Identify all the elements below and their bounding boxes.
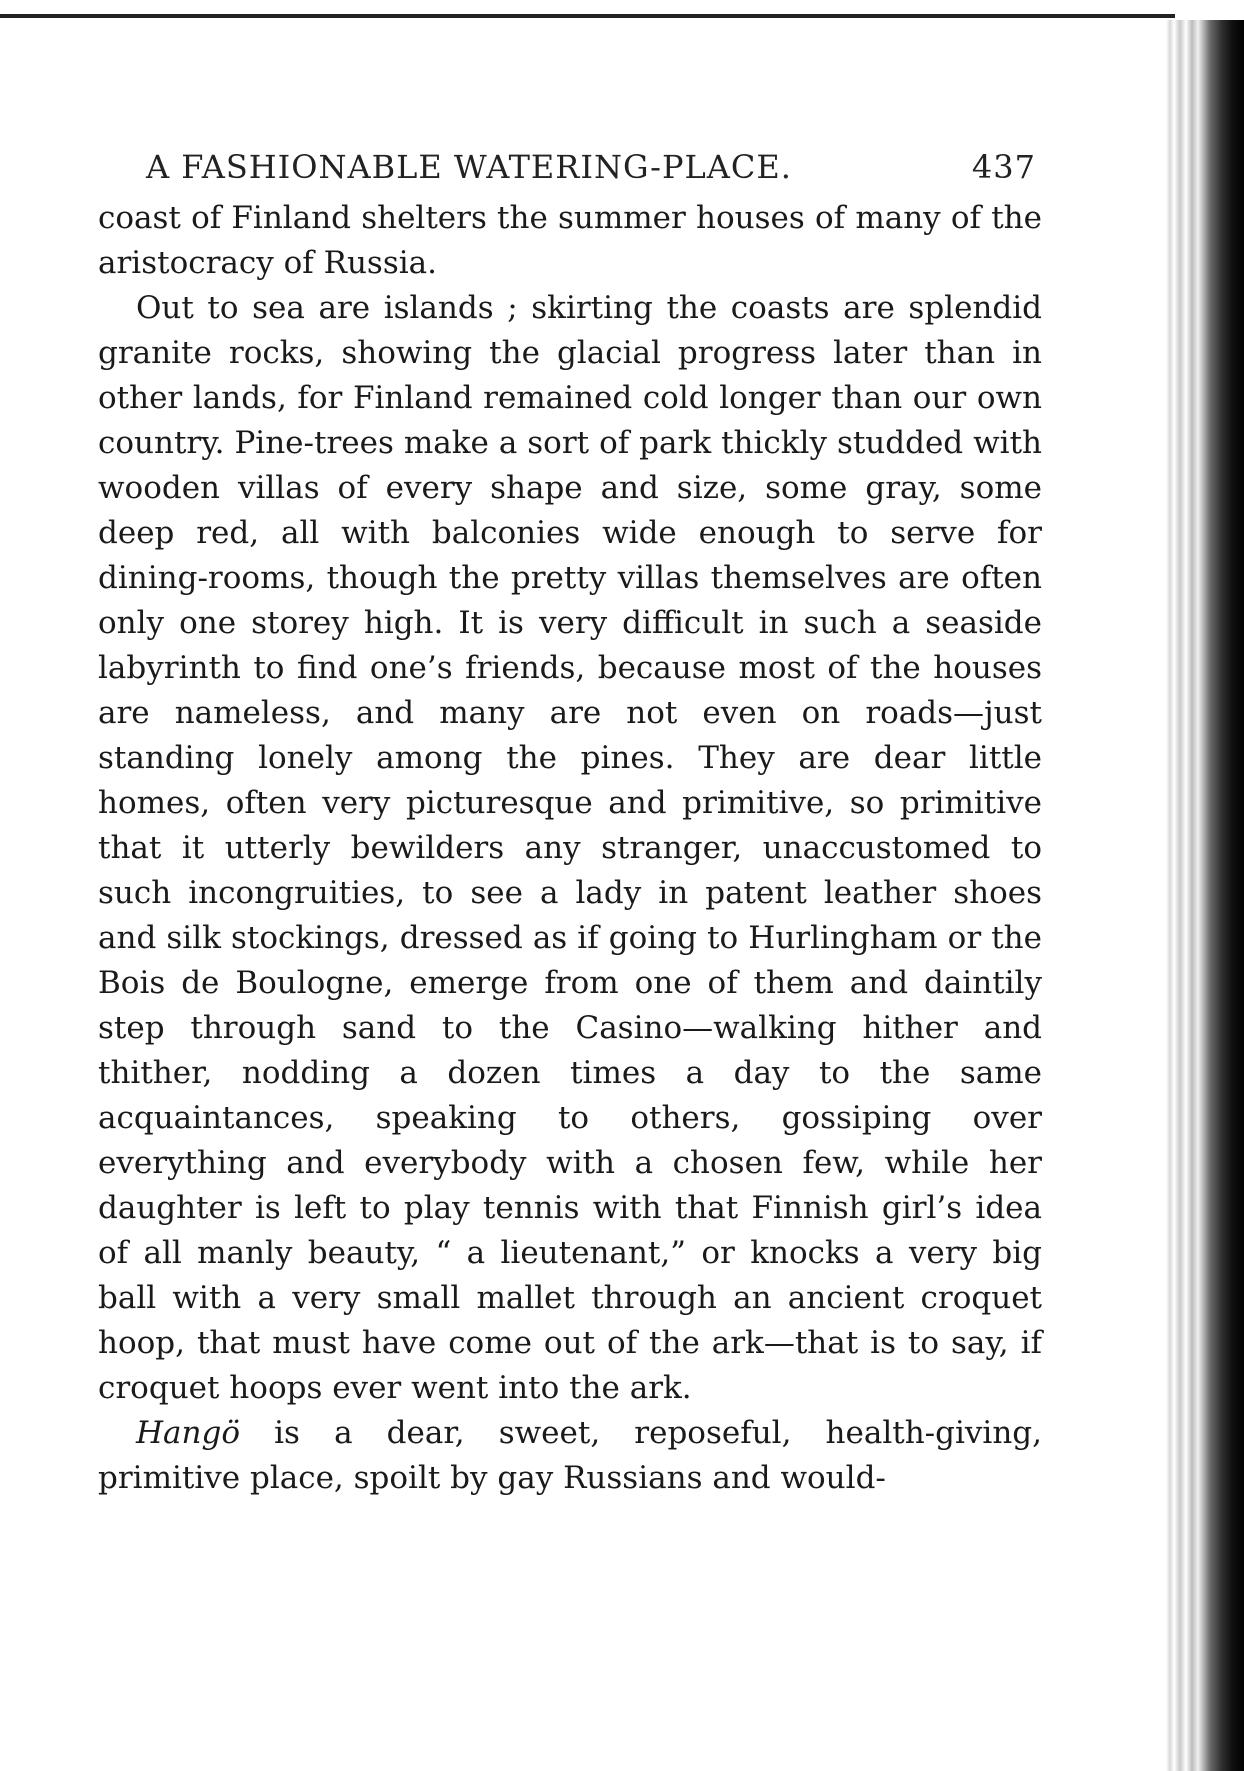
paragraph-continued (98, 196, 1042, 286)
paragraph-islands (98, 286, 1042, 1411)
top-rule (0, 14, 1175, 18)
running-head-title: A FASHIONABLE WATERING-PLACE. (146, 148, 792, 186)
paragraph-text: coast of Finland shelters the summer houses of many of the aristocracy of Russia. (98, 200, 1042, 281)
paragraph-lead-word: Hangö (136, 1415, 240, 1451)
paragraph-text: is a dear, sweet, reposeful, health-giving, primitive place, spoilt by gay Russians and would- (98, 1415, 1042, 1496)
paragraph-text: Out to sea are islands ; skirting the coasts are splendid granite rocks, showing the glacial progress later than in other lands, for Finland remained cold longer than our own country. Pine-trees make a sort of park thickly studded with wooden villas of every shape and size, some gray, some deep red, all with balconies wide enough to serve for dining-rooms, though the pretty villas themselves are often only one storey high. It is very difficult in such a seaside labyrinth to find one’s friends, because most of the houses are nameless, and many are not even on roads—just standing lonely among the pines. They are dear little homes, often very picturesque and primitive, so primitive that it utterly bewilders any stranger, unaccustomed to such incongruities, to see a lady in patent leather shoes and silk stockings, dressed as if going to Hurlingham or the Bois de Boulogne, emerge from one of them and daintily step through sand to the Casino—walking hither and thither, nodding a dozen times a day to the same acquaintances, speaking to others, gossiping over everything and everybody with a chosen few, while her daughter is left to play tennis with that Finnish girl’s idea of all manly beauty, “ a lieutenant,” or knocks a very big ball with a very small mallet through an ancient croquet hoop, that must have come out of the ark—that is to say, if croquet hoops ever went into the ark. (98, 290, 1042, 1406)
book-page (98, 140, 1042, 1501)
book-binding-edge (1166, 20, 1244, 1771)
paragraph-hango (98, 1411, 1042, 1501)
running-head (98, 140, 1042, 196)
page-number: 437 (971, 148, 1036, 186)
